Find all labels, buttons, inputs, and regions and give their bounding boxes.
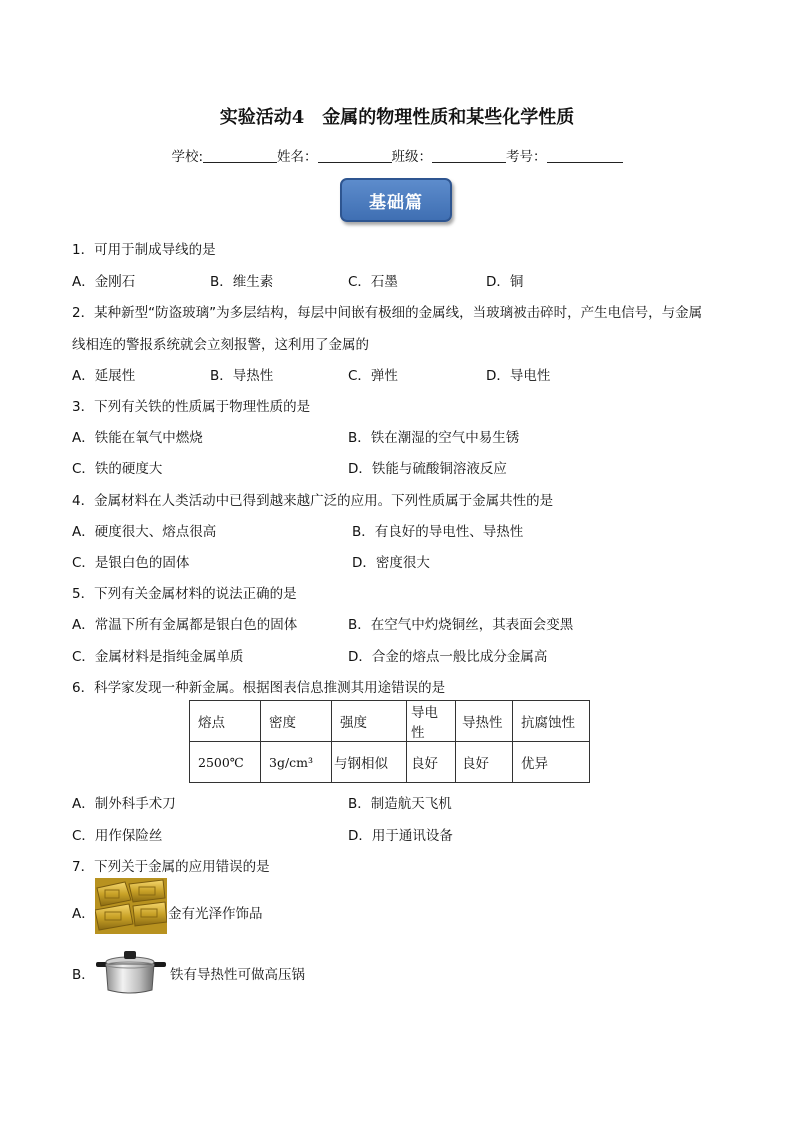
table-header-cell: 导热性 [456,701,513,742]
question-6-option-a[interactable]: A．制外科手术刀 [72,796,176,812]
question-1-option-b[interactable]: B．维生素 [210,274,274,290]
question-4-option-c[interactable]: C．是银白色的固体 [72,555,190,571]
question-2-option-d[interactable]: D．导电性 [486,368,551,384]
question-3-option-b[interactable]: B．铁在潮湿的空气中易生锈 [348,430,520,446]
question-6-option-b[interactable]: B．制造航天飞机 [348,796,452,812]
question-2-option-b[interactable]: B．导热性 [210,368,274,384]
question-2-option-a[interactable]: A．延展性 [72,368,136,384]
question-4-option-a[interactable]: A．硬度很大、熔点很高 [72,524,217,540]
question-7-option-a-text: 金有光泽作饰品 [168,906,263,922]
question-3-stem: 3．下列有关铁的性质属于物理性质的是 [72,399,311,415]
question-4-option-d[interactable]: D．密度很大 [352,555,430,571]
gold-bars-image [95,878,167,934]
question-3-option-a[interactable]: A．铁能在氧气中燃烧 [72,430,203,446]
question-2-stem-line1: 2．某种新型“防盗玻璃”为多层结构，每层中间嵌有极细的金属线，当玻璃被击碎时，产生电信号，与金属 [72,305,703,321]
question-1-stem: 1．可用于制成导线的是 [72,242,216,258]
exam-no-blank[interactable] [547,148,623,163]
question-1-option-a[interactable]: A．金刚石 [72,274,136,290]
table-row [190,742,590,783]
table-cell: 与钢相似 [332,742,407,783]
table-header-cell: 强度 [332,701,407,742]
class-blank[interactable] [432,148,506,163]
question-7-option-b-label[interactable]: B． [72,967,95,983]
question-3-option-c[interactable]: C．铁的硬度大 [72,461,163,477]
question-7-stem: 7．下列关于金属的应用错误的是 [72,859,270,875]
question-5-option-a[interactable]: A．常温下所有金属都是银白色的固体 [72,617,298,633]
question-5-option-d[interactable]: D．合金的熔点一般比成分金属高 [348,649,548,665]
school-label: 学校: [171,149,204,165]
question-1-option-c[interactable]: C．石墨 [348,274,398,290]
name-blank[interactable] [318,148,392,163]
question-4-option-b[interactable]: B．有良好的导电性、导热性 [352,524,524,540]
question-4-stem: 4．金属材料在人类活动中已得到越来越广泛的应用。下列性质属于金属共性的是 [72,493,554,509]
question-5-option-c[interactable]: C．金属材料是指纯金属单质 [72,649,244,665]
question-5-option-b[interactable]: B．在空气中灼烧铜丝，其表面会变黑 [348,617,574,633]
school-blank[interactable] [203,148,277,163]
question-2-option-c[interactable]: C．弹性 [348,368,398,384]
question-3-option-d[interactable]: D．铁能与硫酸铜溶液反应 [348,461,507,477]
question-7-option-a-label[interactable]: A． [72,906,95,922]
table-cell: 2500℃ [190,742,261,783]
question-2-stem-line2: 线相连的警报系统就会立刻报警，这利用了金属的 [72,337,369,353]
student-info-line [0,145,794,165]
section-badge: 基础篇 [340,178,452,222]
question-6-stem: 6．科学家发现一种新金属。根据图表信息推测其用途错误的是 [72,680,446,696]
question-6-option-c[interactable]: C．用作保险丝 [72,828,163,844]
table-cell: 良好 [407,742,456,783]
question-7-option-b-text: 铁有导热性可做高压锅 [170,967,305,983]
page-title: 实验活动4 金属的物理性质和某些化学性质 [219,107,575,128]
class-label: 班级： [391,149,433,165]
table-header-cell: 抗腐蚀性 [513,701,590,742]
table-cell: 3g/cm³ [261,742,332,783]
table-header-cell: 熔点 [190,701,261,742]
table-cell: 优异 [513,742,590,783]
question-6-option-d[interactable]: D．用于通讯设备 [348,828,453,844]
question-1-option-d[interactable]: D．铜 [486,274,524,290]
exam-no-label: 考号： [506,149,547,165]
metal-properties-table [189,700,590,783]
table-header-cell: 密度 [261,701,332,742]
table-header-row [190,701,590,742]
pressure-cooker-image [92,948,168,996]
question-5-stem: 5．下列有关金属材料的说法正确的是 [72,586,297,602]
table-header-cell: 导电性 [407,701,456,742]
name-label: 姓名： [277,149,318,165]
table-cell: 良好 [456,742,513,783]
